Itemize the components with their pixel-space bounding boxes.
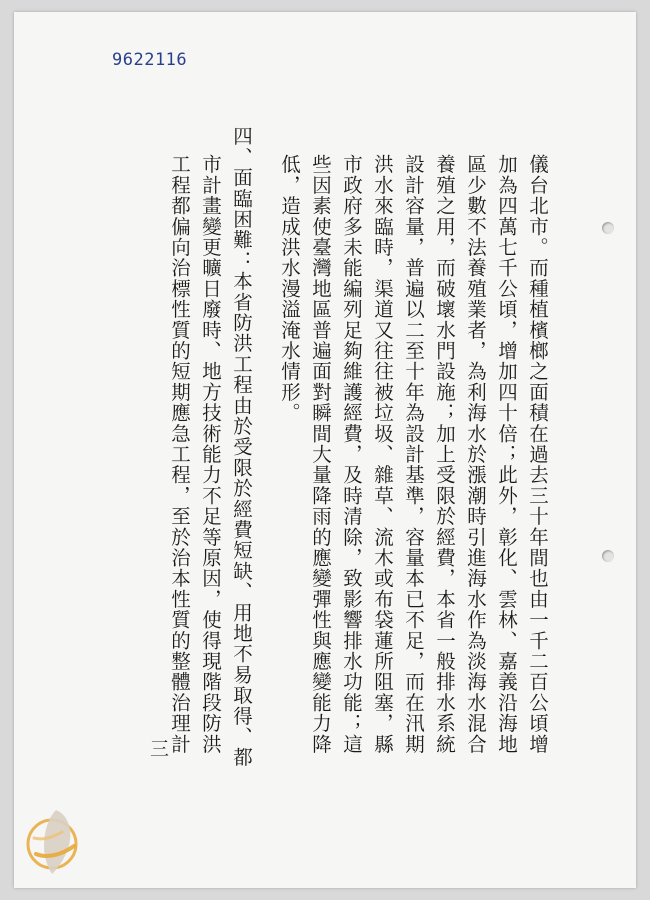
document-number: 9622116 (112, 50, 188, 70)
document-page (14, 12, 636, 888)
text-column-7: 市政府多未能編列足夠維護經費，及時清除，致影響排水功能；這 (340, 154, 363, 755)
text-column-4: 養殖之用，而破壞水門設施；加上受限於經費，本省一般排水系統 (433, 154, 456, 755)
text-column-3: 區少數不法養殖業者，為利海水於漲潮時引進海水作為淡海水混合 (464, 154, 487, 755)
text-column-1: 儀台北市。而種植檳榔之面積在過去三十年間也由一千二百公頃增 (526, 154, 549, 755)
text-column-2: 加為四萬七千公頃，增加四十倍；此外，彰化、雲林、嘉義沿海地 (495, 154, 518, 755)
text-column-10: 四、面臨困難：本省防洪工程由於受限於經費短缺、用地不易取得、都 (230, 126, 253, 768)
text-column-5: 設計容量，普遍以二至十年為設計基準，容量本已不足，而在汛期 (402, 154, 425, 755)
text-column-11: 市計畫變更曠日廢時、地方技術能力不足等原因，使得現階段防洪 (199, 154, 222, 755)
text-column-12: 工程都偏向治標性質的短期應急工程，至於治本性質的整體治理計 (168, 154, 191, 755)
punch-hole-top (602, 222, 614, 234)
punch-hole-bottom (602, 550, 614, 562)
text-column-9: 低，造成洪水漫溢淹水情形。 (278, 154, 301, 424)
text-column-6: 洪水來臨時，渠道又往往被垃圾、雜草、流木或布袋蓮所阻塞，縣 (371, 154, 394, 755)
text-column-8: 些因素使臺灣地區普遍面對瞬間大量降雨的應變彈性與應變能力降 (309, 154, 332, 755)
taiwan-map-icon (22, 798, 94, 878)
page-number: 三 (150, 738, 170, 760)
